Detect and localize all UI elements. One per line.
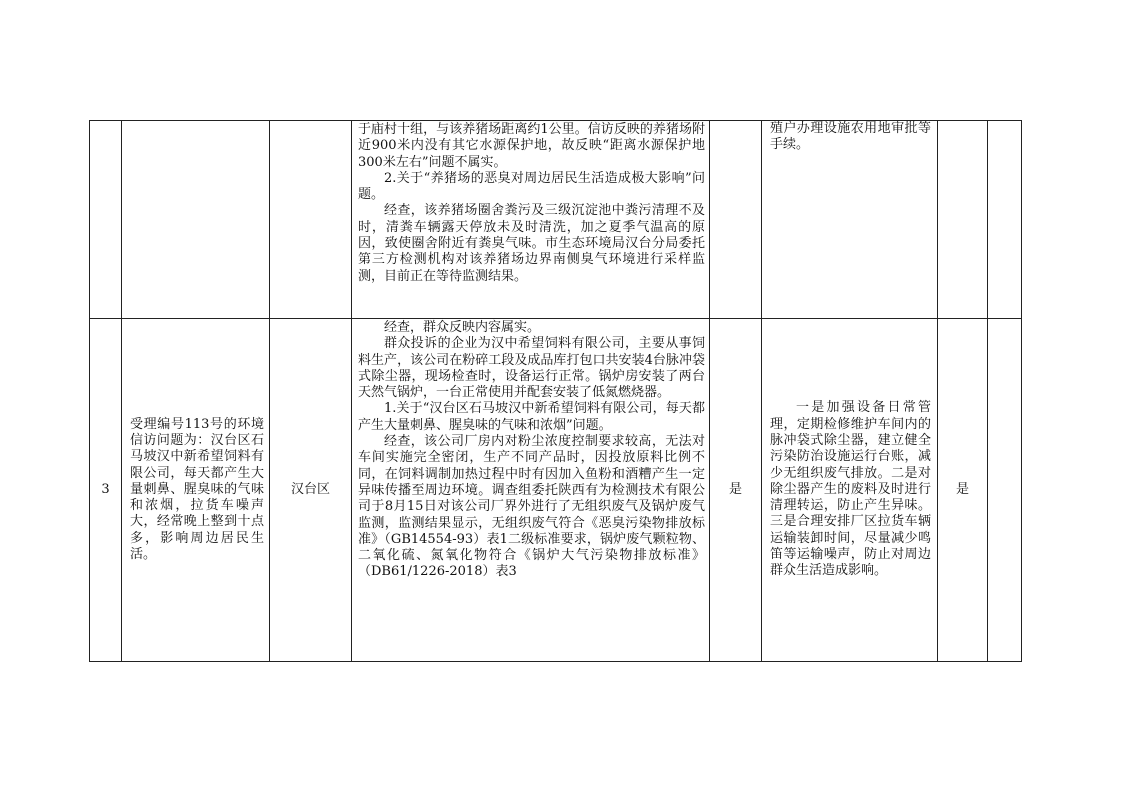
result-paragraph: 2.关于“养猪场的恶臭对周边居民生活造成极大影响”问题。 (358, 170, 705, 203)
issue-cell (122, 121, 270, 319)
result-paragraph: 经查，群众反映内容属实。 (384, 320, 541, 335)
verified-cell (710, 121, 762, 319)
row-number-cell (90, 121, 122, 319)
result-paragraph: 经查，该养猪场圈舍粪污及三级沉淀池中粪污清理不及时，清粪车辆露天停放未及时清洗，加之夏季气温高的原因，致使圈舍附近有粪臭气味。市生态环境局汉台分局委托第三方检测机构对该养猪场边界南侧臭气环境进行采样监测，目前正在等待监测结果。 (358, 203, 705, 284)
result-paragraph: 1.关于“汉台区石马坡汉中新希望饲料有限公司，每天都产生大量刺鼻、腥臭味的气味和浓烟”问题。 (358, 401, 705, 433)
resolved-cell (938, 121, 988, 319)
measures-cell: 殖户办理设施农用地审批等手续。 (762, 121, 938, 319)
table-row (90, 319, 1022, 662)
area-cell: 汉台区 (270, 319, 352, 662)
issue-cell: 受理编号113号的环境信访问题为：汉台区石马坡汉中新希望饲料有限公司，每天都产生大量刺鼻、腥臭味的气味和浓烟，拉货车噪声大，经常晚上整到十点多，影响周边居民生活。 (122, 319, 270, 662)
result-cell (352, 319, 710, 662)
result-paragraph: 于庙村十组，与该养猪场距离约1公里。信访反映的养猪场附近900米内没有其它水源保护地，故反映“距离水源保护地300米左右”问题不属实。 (358, 122, 705, 170)
resolved-cell: 是 (938, 319, 988, 662)
verified-cell: 是 (710, 319, 762, 662)
row-number-cell: 3 (90, 319, 122, 662)
result-paragraph: 经查，该公司厂房内对粉尘浓度控制要求较高，无法对车间实施完全密闭，生产不同产品时，因投放原料比例不同，在饲料调制加热过程中时有因加入鱼粉和酒糟产生一定异味传播至周边环境。调查组委托陕西有为检测技术有限公司于8月15日对该公司厂界外进行了无组织废气及锅炉废气监测，监测结果显示，无组织废气符合《恶臭污染物排放标准》（GB14554-93）表1二级标准要求，锅炉废气颗粒物、二氧化硫、氮氧化物符合《锅炉大气污染物排放标准》（DB61/1226-2018）表3 (358, 434, 705, 580)
area-cell (270, 121, 352, 319)
complaint-table (89, 120, 1022, 662)
remark-cell (988, 121, 1022, 319)
table-row (90, 121, 1022, 319)
measures-cell: 一是加强设备日常管理，定期检修维护车间内的脉冲袋式除尘器，建立健全污染防治设施运行台账，减少无组织废气排放。二是对除尘器产生的废料及时进行清理转运，防止产生异味。三是合理安排厂区拉货车辆运输装卸时间，尽量减少鸣笛等运输噪声，防止对周边群众生活造成影响。 (762, 319, 938, 662)
result-paragraph: 群众投诉的企业为汉中希望饲料有限公司，主要从事饲料生产，该公司在粉碎工段及成品库打包口共安装4台脉冲袋式除尘器，现场检查时，设备运行正常。锅炉房安装了两台天然气锅炉，一台正常使用并配套安装了低氮燃烧器。 (358, 336, 705, 401)
remark-cell (988, 319, 1022, 662)
result-cell (352, 121, 710, 319)
